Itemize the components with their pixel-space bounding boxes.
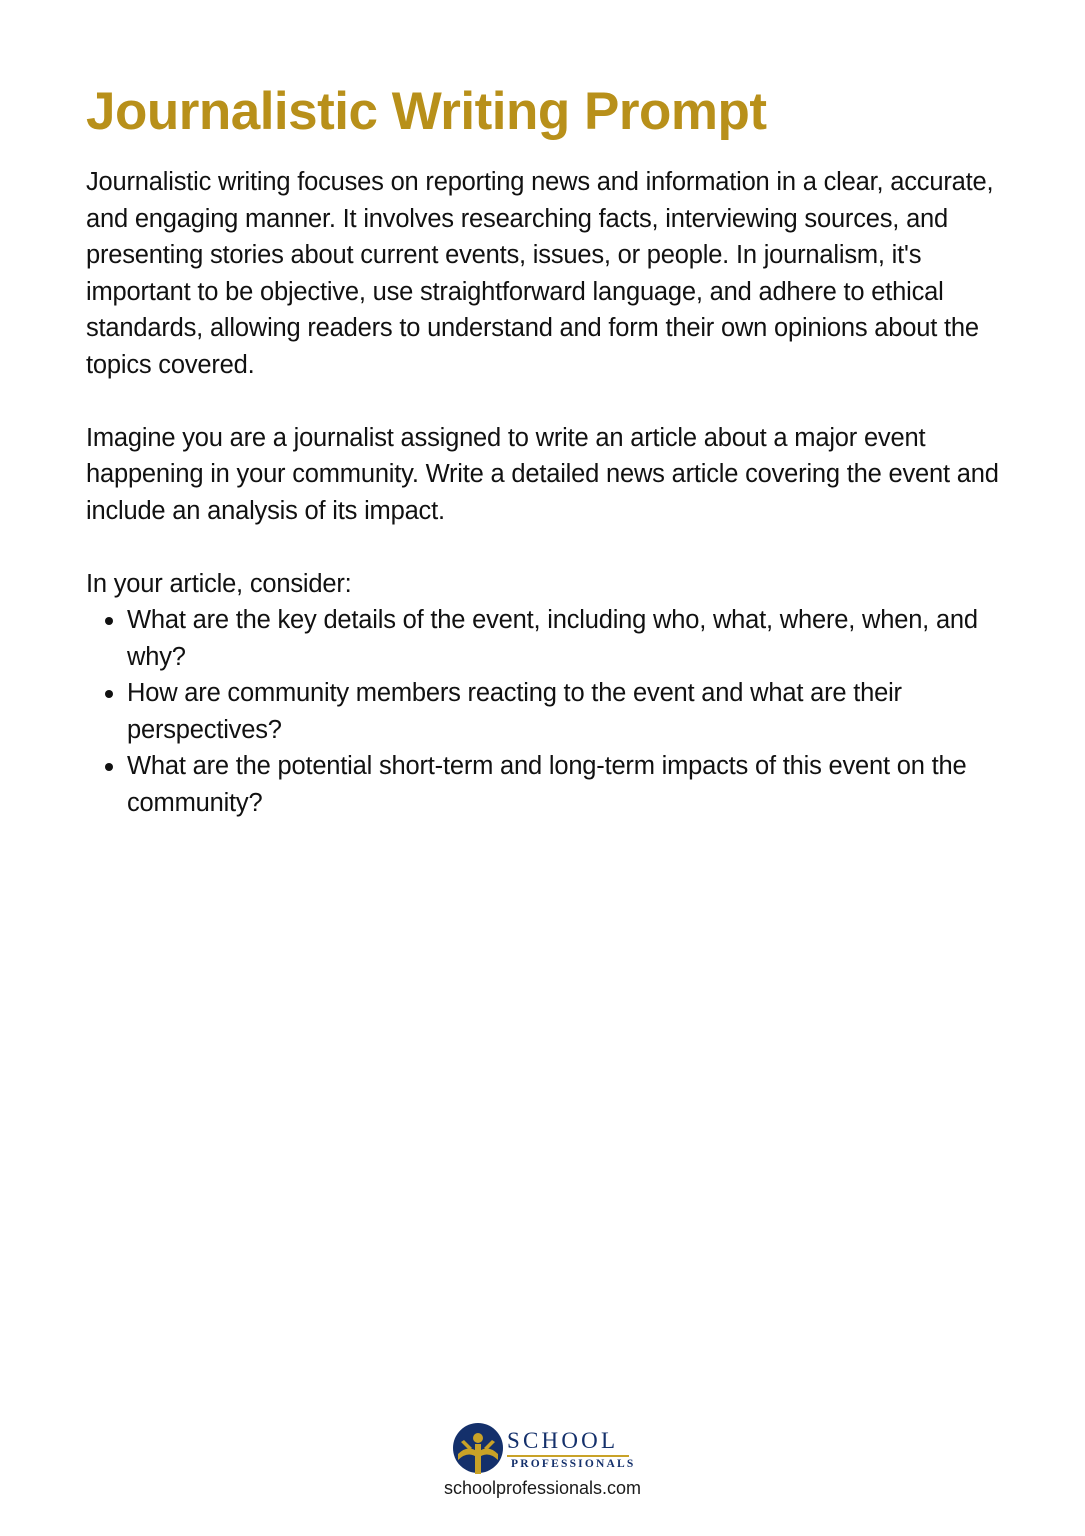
paragraph-spacer — [86, 529, 1016, 566]
intro-paragraph: Journalistic writing focuses on reporting news and information in a clear, accurate, and engaging manner. It involves researching facts, interviewing sources, and presenting stories about current events, issues, or people. In journalism, it's important to be objective, use straightforward language, and adhere to ethical standards, allowing readers to understand and form their own opinions about the topics covered. — [86, 168, 994, 379]
list-item-text: How are community members reacting to the event and what are their perspectives? — [127, 679, 902, 744]
list-item-text: What are the potential short-term and long-term impacts of this event on the community? — [127, 752, 967, 817]
list-item-text: What are the key details of the event, including who, what, where, when, and why? — [127, 606, 978, 671]
consider-heading: In your article, consider: — [86, 569, 352, 598]
footer-url: schoolprofessionals.com — [443, 1478, 642, 1498]
list-item — [127, 675, 1016, 748]
footer — [0, 1420, 1085, 1510]
logo-subtitle: PROFESSIONALS — [511, 1458, 636, 1470]
list-item — [127, 602, 1016, 675]
paragraph-spacer — [86, 383, 1016, 420]
list-item — [127, 748, 1016, 821]
document-body — [86, 164, 1016, 821]
bullet-icon — [105, 763, 113, 771]
bullet-icon — [105, 690, 113, 698]
logo-wordmark: SCHOOL — [507, 1428, 619, 1453]
consider-list — [86, 602, 1016, 821]
logo-divider — [507, 1455, 629, 1457]
prompt-paragraph: Imagine you are a journalist assigned to write an article about a major event happening in your community. Write a detailed news article covering the event and include an analysis of its impact. — [86, 423, 999, 525]
page-title: Journalistic Writing Prompt — [86, 82, 767, 141]
bullet-icon — [105, 617, 113, 625]
